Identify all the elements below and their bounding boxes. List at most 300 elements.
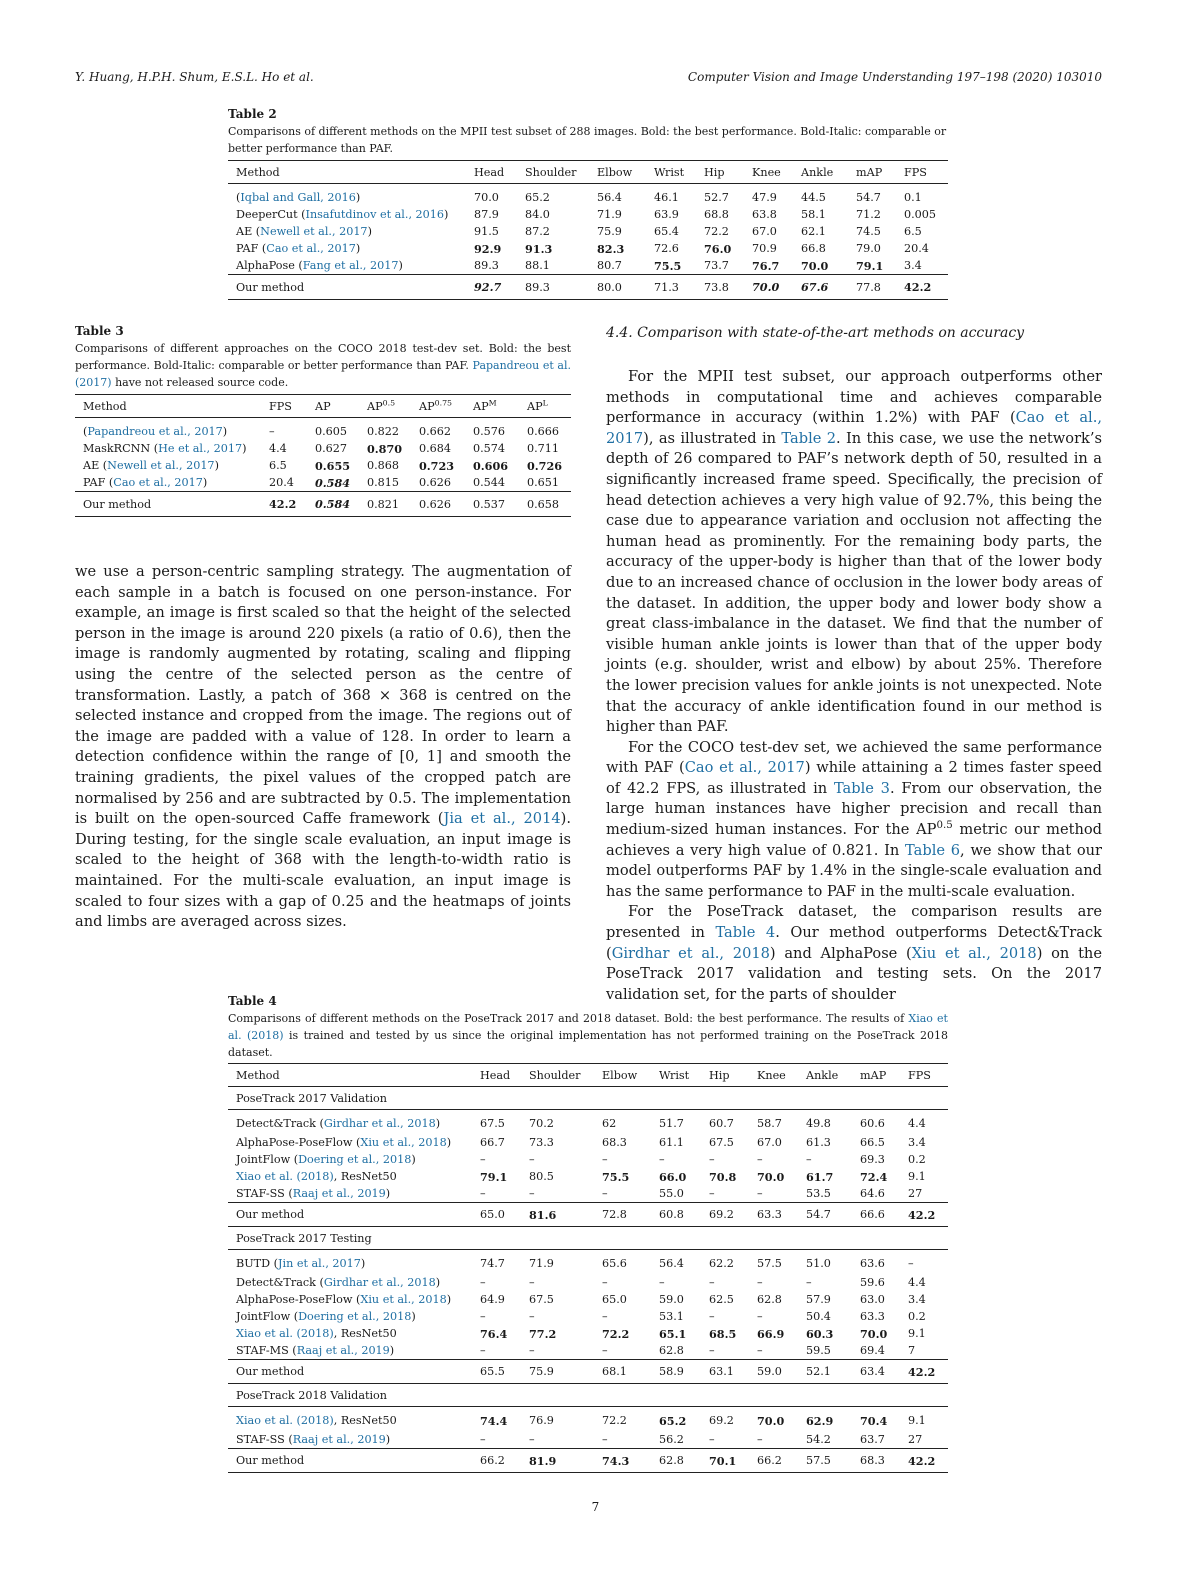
- table-cell: 0.576: [473, 425, 506, 438]
- table-row: [228, 1291, 948, 1308]
- table-row: [228, 1185, 948, 1203]
- right-column-text: [606, 367, 1102, 1005]
- citation-link[interactable]: Jia et al., 2014: [443, 810, 561, 828]
- column-header: Ankle: [793, 161, 848, 184]
- group-title: PoseTrack 2018 Validation: [228, 1384, 948, 1407]
- column-header: mAP: [852, 1064, 900, 1087]
- table-cell: 65.2: [525, 191, 550, 204]
- table-cell: 70.2: [521, 1110, 594, 1135]
- method-cell: BUTD (Jin et al., 2017): [228, 1250, 472, 1275]
- table-cell: 4.4: [908, 1276, 926, 1289]
- table-cell: 72.6: [654, 242, 679, 255]
- table-cell: 70.8: [709, 1169, 737, 1184]
- table-cell: –: [900, 1250, 948, 1275]
- table-cell: 0.544: [473, 476, 506, 489]
- table-cell: 0.574: [473, 442, 506, 455]
- citation-link[interactable]: Newell et al., 2017: [260, 225, 368, 238]
- table-cell: 81.9: [521, 1449, 594, 1473]
- table-3-title: Table 3: [75, 324, 124, 338]
- column-header: Shoulder: [517, 161, 589, 184]
- method-cell: STAF-SS (Raaj et al., 2019): [236, 1433, 391, 1446]
- method-cell: DeeperCut (Insafutdinov et al., 2016): [236, 208, 449, 221]
- table-cell: 68.3: [852, 1449, 900, 1473]
- method-cell: Our method: [228, 1360, 472, 1384]
- citation-link[interactable]: Cao et al., 2017: [113, 476, 203, 489]
- table-cell: 89.3: [474, 259, 499, 272]
- table-cell: 67.5: [472, 1110, 521, 1135]
- citation-link[interactable]: Xiao et al. (2018): [228, 1012, 948, 1042]
- table-cell: 58.7: [749, 1110, 798, 1135]
- citation-link[interactable]: Raaj et al., 2019: [292, 1433, 386, 1446]
- citation-link[interactable]: Xiao et al. (2018): [236, 1414, 334, 1427]
- table-cell: 0.684: [419, 442, 452, 455]
- table-cell: 58.1: [801, 208, 826, 221]
- citation-link[interactable]: Doering et al., 2018: [298, 1153, 412, 1166]
- table-cell: 69.2: [701, 1407, 749, 1432]
- table-cell: 20.4: [269, 476, 294, 489]
- table-cell: 42.2: [900, 1360, 948, 1384]
- table-cell: 54.2: [806, 1433, 831, 1446]
- table-cell: 74.5: [856, 225, 881, 238]
- table-cell: 60.3: [806, 1326, 834, 1341]
- method-cell: Xiao et al. (2018), ResNet50: [228, 1407, 472, 1432]
- column-header: Wrist: [646, 161, 696, 184]
- table-cell: 6.5: [904, 225, 922, 238]
- table-cell: 4.4: [900, 1110, 948, 1135]
- table-cell: 63.3: [860, 1310, 885, 1323]
- table-cell: 80.5: [529, 1170, 554, 1183]
- table-row: [228, 240, 948, 257]
- citation-link[interactable]: Cao et al., 2017: [684, 759, 805, 777]
- citation-link[interactable]: Fang et al., 2017: [302, 259, 399, 272]
- table-cell: 87.2: [525, 225, 550, 238]
- table-cell: 57.5: [749, 1250, 798, 1275]
- page-number: 7: [591, 1500, 600, 1514]
- method-cell: STAF-MS (Raaj et al., 2019): [236, 1344, 395, 1357]
- table-cell: 68.1: [594, 1360, 651, 1384]
- table-cell: 70.0: [474, 191, 499, 204]
- table-cell: 42.2: [900, 1203, 948, 1227]
- left-column-text: [75, 562, 571, 933]
- table-cell: 61.3: [806, 1136, 831, 1149]
- column-header: FPS: [261, 395, 307, 418]
- column-header: $AP^{0.5}$: [359, 395, 411, 418]
- method-cell: STAF-SS (Raaj et al., 2019): [236, 1187, 391, 1200]
- table-cell: 0.584: [315, 475, 351, 490]
- column-header: Head: [472, 1064, 521, 1087]
- table-cell: 70.1: [701, 1449, 749, 1473]
- table-cell: –: [529, 1433, 535, 1446]
- table-cell: –: [480, 1344, 486, 1357]
- paragraph: For the MPII test subset, our approach outperforms other methods in computational time and achieves comparable performance in accuracy (within 1.2%) with PAF (Cao et al., 2017), as illustrated in Table 2. In this case, we use the network’s depth of 26 compared to PAF’s network depth of 50, resulted in a significantly increased frame speed. Specifically, the precision of head detection achieves a very high value of 92.7%, this being the case due to appearance variation and occlusion not affecting the human head as prominently. For the remaining body parts, the accuracy of the upper-body is higher than that of the lower body due to an increased chance of occlusion in the lower body areas of the dataset. In addition, the upper body and lower body show a great class-imbalance in the dataset. We find that the number of visible human ankle joints is lower than that of the upper body joints (e.g. shoulder, wrist and elbow) by about 25%. Therefore the lower precision values for ankle joints is not unexpected. Note that the accuracy of ankle identification found in our method is higher than PAF.: [606, 368, 1103, 736]
- table-cell: 79.1: [480, 1169, 508, 1184]
- table-cell: 44.5: [801, 191, 826, 204]
- table-row: [228, 257, 948, 275]
- table-cell: 66.5: [860, 1136, 885, 1149]
- method-cell: AE (Newell et al., 2017): [83, 459, 219, 472]
- paragraph: For the PoseTrack dataset, the comparison results are presented in Table 4. Our method outperforms Detect&Track (Girdhar et al., 2018) and AlphaPose (Xiu et al., 2018) on the PoseTrack 2017 validation and testing sets. On the 2017 validation set, for the parts of shoulder: [606, 903, 1102, 1003]
- table-cell: 0.605: [315, 425, 348, 438]
- table-4-title: Table 4: [228, 994, 277, 1008]
- citation-link[interactable]: Cao et al., 2017: [606, 409, 1102, 447]
- table-cell: 80.0: [589, 275, 646, 300]
- column-header: Elbow: [589, 161, 646, 184]
- method-cell: MaskRCNN (He et al., 2017): [83, 442, 247, 455]
- group-header-row: [228, 1227, 948, 1250]
- table-3: [75, 324, 571, 517]
- table-row: [228, 1342, 948, 1360]
- table-row-ours: [228, 1203, 948, 1227]
- table-cell: 0.005: [904, 208, 937, 221]
- table-cell: 65.5: [472, 1360, 521, 1384]
- table-cell: 64.9: [480, 1293, 505, 1306]
- table-row-ours: [228, 275, 948, 300]
- table-ref-link[interactable]: Table 4: [715, 924, 776, 942]
- citation-link[interactable]: Girdhar et al., 2018: [323, 1117, 436, 1130]
- table-cell: 73.8: [696, 275, 744, 300]
- table-cell: 62.8: [659, 1344, 684, 1357]
- table-cell: 0.2: [908, 1153, 926, 1166]
- table-cell: 59.0: [659, 1293, 684, 1306]
- table-cell: 58.9: [651, 1360, 701, 1384]
- table-cell: –: [709, 1344, 715, 1357]
- citation-link[interactable]: He et al., 2017: [158, 442, 243, 455]
- table-cell: 3.4: [908, 1293, 926, 1306]
- table-cell: 88.1: [525, 259, 550, 272]
- table-row-ours: [228, 1360, 948, 1384]
- method-cell: AE (Newell et al., 2017): [236, 225, 372, 238]
- table-cell: 51.0: [798, 1250, 852, 1275]
- citation-link[interactable]: Girdhar et al., 2018: [323, 1276, 436, 1289]
- table-cell: 0.626: [419, 476, 452, 489]
- method-cell: JointFlow (Doering et al., 2018): [236, 1153, 416, 1166]
- table-cell: 72.8: [594, 1203, 651, 1227]
- table-cell: 67.5: [529, 1293, 554, 1306]
- table-cell: 76.9: [521, 1407, 594, 1432]
- table-cell: 62: [594, 1110, 651, 1135]
- table-cell: 51.7: [651, 1110, 701, 1135]
- table-cell: 53.1: [659, 1310, 684, 1323]
- paragraph: we use a person-centric sampling strategy. The augmentation of each sample in a batch is focused on one person-instance. For example, an image is first scaled so that the height of the selected person in the image is around 220 pixels (a ratio of 0.6), then the image is randomly augmented by rotating, scaling and flipping using the centre of the selected person as the centre of transformation. Lastly, a patch of 368 × 368 is centred on the selected instance and cropped from the image. The regions out of the image are padded with a value of 128. In order to learn a detection confidence within the range of [0, 1] and smooth the training gradients, the pixel values of the cropped patch are normalised by 256 and are subtracted by 0.5. The implementation is built on the open-sourced Caffe framework (Jia et al., 2014). During testing, for the single scale evaluation, an input image is scaled to the height of 368 with the length-to-width ratio is maintained. For the multi-scale evaluation, an input image is scaled to four sizes with a gap of 0.25 and the heatmaps of joints and limbs are averaged across sizes.: [75, 563, 571, 931]
- citation-link[interactable]: Doering et al., 2018: [298, 1310, 412, 1323]
- table-cell: 71.9: [521, 1250, 594, 1275]
- table-cell: 68.5: [709, 1326, 737, 1341]
- table-cell: –: [480, 1187, 486, 1200]
- table-row-ours: [75, 492, 571, 517]
- table-cell: 67.0: [757, 1136, 782, 1149]
- table-4-grid: [228, 1063, 948, 1473]
- citation-link[interactable]: Cao et al., 2017: [266, 242, 356, 255]
- column-header: $AP^M$: [465, 395, 519, 418]
- column-header: Knee: [744, 161, 793, 184]
- table-cell: 0.651: [527, 476, 560, 489]
- table-row: [228, 1134, 948, 1151]
- table-cell: 50.4: [806, 1310, 831, 1323]
- table-cell: 54.7: [856, 191, 881, 204]
- table-cell: 0.537: [465, 492, 519, 517]
- citation-link[interactable]: Raaj et al., 2019: [296, 1344, 390, 1357]
- table-cell: 71.3: [646, 275, 696, 300]
- table-cell: 63.6: [852, 1250, 900, 1275]
- table-cell: 69.4: [860, 1344, 885, 1357]
- table-cell: 80.7: [597, 259, 622, 272]
- table-cell: 46.1: [654, 191, 679, 204]
- table-cell: 7: [908, 1344, 916, 1357]
- table-cell: –: [757, 1310, 763, 1323]
- table-cell: 67.5: [709, 1136, 734, 1149]
- table-cell: 0.870: [367, 441, 403, 456]
- table-cell: 71.9: [597, 208, 622, 221]
- table-cell: 56.4: [651, 1250, 701, 1275]
- table-row: [228, 206, 948, 223]
- method-cell: AlphaPose-PoseFlow (Xiu et al., 2018): [236, 1293, 452, 1306]
- method-cell: PAF (Cao et al., 2017): [83, 476, 208, 489]
- table-cell: 0.723: [419, 458, 455, 473]
- table-cell: 52.7: [704, 191, 729, 204]
- column-header: Method: [228, 161, 466, 184]
- table-cell: 70.0: [744, 275, 793, 300]
- running-header-authors: Y. Huang, H.P.H. Shum, E.S.L. Ho et al.: [75, 70, 314, 84]
- table-cell: –: [709, 1276, 715, 1289]
- table-cell: 9.1: [900, 1407, 948, 1432]
- table-cell: 70.0: [860, 1326, 888, 1341]
- table-cell: 42.2: [900, 1449, 948, 1473]
- table-cell: 72.2: [602, 1326, 630, 1341]
- table-row: [228, 1325, 948, 1342]
- table-cell: 42.2: [896, 275, 948, 300]
- table-cell: –: [709, 1187, 715, 1200]
- table-cell: 63.7: [860, 1433, 885, 1446]
- table-row: [75, 418, 571, 441]
- paragraph: For the COCO test-dev set, we achieved the same performance with PAF (Cao et al., 2017) while attaining a 2 times faster speed of 42.2 FPS, as illustrated in Table 3. From our observation, the large human instances have higher precision and recall than medium-sized human instances. For the $AP^{0.5}$ metric our method achieves a very high value of 0.821. In Table 6, we show that our model outperforms PAF by 1.4% in the single-scale evaluation and has the same performance to PAF in the multi-scale evaluation.: [606, 738, 1103, 900]
- table-cell: 66.9: [757, 1326, 785, 1341]
- table-cell: 70.4: [852, 1407, 900, 1432]
- table-cell: 9.1: [908, 1327, 926, 1340]
- table-cell: 0.626: [411, 492, 465, 517]
- table-cell: 49.8: [798, 1110, 852, 1135]
- column-header: FPS: [900, 1064, 948, 1087]
- table-cell: 91.3: [525, 241, 553, 256]
- table-cell: 66.7: [480, 1136, 505, 1149]
- table-row: [75, 474, 571, 492]
- column-header: AP: [307, 395, 359, 418]
- table-cell: –: [529, 1310, 535, 1323]
- table-cell: 62.8: [757, 1293, 782, 1306]
- citation-link[interactable]: Iqbal and Gall, 2016: [240, 191, 356, 204]
- column-header: Ankle: [798, 1064, 852, 1087]
- table-cell: 0.2: [908, 1310, 926, 1323]
- section-heading: 4.4. Comparison with state-of-the-art methods on accuracy: [606, 325, 1025, 341]
- table-cell: 65.2: [651, 1407, 701, 1432]
- table-cell: 20.4: [904, 242, 929, 255]
- table-cell: –: [529, 1344, 535, 1357]
- table-cell: –: [757, 1153, 763, 1166]
- table-row: [228, 1431, 948, 1449]
- table-cell: 65.6: [594, 1250, 651, 1275]
- table-cell: 75.5: [602, 1169, 630, 1184]
- table-cell: 69.3: [860, 1153, 885, 1166]
- table-cell: –: [480, 1153, 486, 1166]
- table-cell: –: [709, 1153, 715, 1166]
- table-2-caption: Comparisons of different methods on the MPII test subset of 288 images. Bold: the best performance. Bold-Italic: comparable or better performance than PAF.: [228, 125, 947, 155]
- table-cell: 79.1: [856, 258, 884, 273]
- method-cell: (Papandreou et al., 2017): [83, 425, 228, 438]
- table-cell: 71.2: [856, 208, 881, 221]
- table-cell: 0.658: [519, 492, 571, 517]
- table-cell: 6.5: [269, 459, 287, 472]
- method-cell: Detect&Track (Girdhar et al., 2018): [236, 1276, 441, 1289]
- citation-link[interactable]: Newell et al., 2017: [107, 459, 215, 472]
- table-cell: 0.1: [904, 191, 922, 204]
- table-cell: –: [757, 1433, 763, 1446]
- table-row: [75, 440, 571, 457]
- table-row: [228, 1308, 948, 1325]
- table-cell: 72.2: [704, 225, 729, 238]
- table-cell: 57.9: [806, 1293, 831, 1306]
- table-cell: 74.3: [594, 1449, 651, 1473]
- table-cell: 0.868: [367, 459, 400, 472]
- table-cell: 92.7: [466, 275, 517, 300]
- table-cell: –: [709, 1310, 715, 1323]
- group-header-row: [228, 1384, 948, 1407]
- table-cell: –: [757, 1344, 763, 1357]
- table-cell: 57.5: [798, 1449, 852, 1473]
- table-cell: 63.4: [852, 1360, 900, 1384]
- table-cell: 59.0: [749, 1360, 798, 1384]
- column-header: Elbow: [594, 1064, 651, 1087]
- table-cell: 59.6: [860, 1276, 885, 1289]
- table-cell: 70.0: [757, 1169, 785, 1184]
- table-cell: 62.2: [701, 1250, 749, 1275]
- table-cell: 52.1: [798, 1360, 852, 1384]
- table-cell: 63.3: [749, 1203, 798, 1227]
- table-cell: –: [269, 425, 275, 438]
- method-cell: Our method: [75, 492, 261, 517]
- table-cell: 60.8: [651, 1203, 701, 1227]
- table-cell: 63.9: [654, 208, 679, 221]
- table-cell: 0.584: [307, 492, 359, 517]
- table-cell: 77.8: [848, 275, 896, 300]
- table-cell: 72.4: [860, 1169, 888, 1184]
- method-cell: AlphaPose (Fang et al., 2017): [236, 259, 403, 272]
- table-3-caption: Comparisons of different approaches on the COCO 2018 test-dev set. Bold: the best performance. Bold-Italic: comparable or better performance than PAF. Papandreou et al. (2017) have not released source code.: [75, 342, 571, 389]
- citation-link[interactable]: Xiu et al., 2018: [911, 944, 1037, 962]
- table-ref-link[interactable]: Table 6: [905, 841, 961, 859]
- table-cell: 66.2: [472, 1449, 521, 1473]
- table-ref-link[interactable]: Table 3: [833, 779, 890, 797]
- table-2-grid: [228, 160, 948, 300]
- table-cell: –: [806, 1153, 812, 1166]
- table-2-title: Table 2: [228, 107, 277, 121]
- table-cell: 9.1: [908, 1170, 926, 1183]
- table-cell: 53.5: [806, 1187, 831, 1200]
- table-cell: –: [529, 1153, 535, 1166]
- table-row: [228, 1110, 948, 1135]
- table-cell: 0.627: [315, 442, 348, 455]
- table-cell: 76.0: [704, 241, 732, 256]
- table-row: [228, 1168, 948, 1185]
- table-cell: –: [602, 1344, 608, 1357]
- table-cell: 63.0: [860, 1293, 885, 1306]
- citation-link[interactable]: Xiao et al. (2018): [236, 1170, 334, 1183]
- column-header: $AP^{0.75}$: [411, 395, 465, 418]
- table-cell: 77.2: [529, 1326, 557, 1341]
- table-cell: –: [602, 1433, 608, 1446]
- method-cell: Xiao et al. (2018), ResNet50: [236, 1170, 397, 1183]
- table-cell: 92.9: [474, 241, 502, 256]
- column-header: Shoulder: [521, 1064, 594, 1087]
- table-cell: 0.822: [367, 425, 400, 438]
- group-title: PoseTrack 2017 Validation: [236, 1091, 388, 1105]
- table-4-caption: Comparisons of different methods on the PoseTrack 2017 and 2018 dataset. Bold: the best performance. The results of Xiao et al. (2018) is trained and tested by us since the original implementation has not performed training on the PoseTrack 2018 dataset.: [228, 1012, 948, 1059]
- table-row: [228, 1151, 948, 1168]
- citation-link[interactable]: Xiu et al., 2018: [360, 1293, 447, 1306]
- table-ref-link[interactable]: Table 2: [781, 429, 837, 447]
- table-cell: –: [529, 1187, 535, 1200]
- table-cell: –: [602, 1310, 608, 1323]
- table-cell: 27: [908, 1187, 923, 1200]
- table-cell: 66.8: [801, 242, 826, 255]
- table-cell: –: [659, 1276, 665, 1289]
- table-4: [228, 994, 948, 1473]
- table-row: [228, 1250, 948, 1275]
- table-cell: 63.8: [752, 208, 777, 221]
- table-cell: 70.0: [801, 258, 829, 273]
- table-cell: –: [602, 1187, 608, 1200]
- table-cell: 82.3: [597, 241, 625, 256]
- column-header: FPS: [896, 161, 948, 184]
- group-header-row: [228, 1087, 948, 1110]
- table-cell: 55.0: [659, 1187, 684, 1200]
- citation-link[interactable]: Girdhar et al., 2018: [611, 944, 770, 962]
- column-header: Method: [228, 1064, 472, 1087]
- method-cell: PAF (Cao et al., 2017): [236, 242, 361, 255]
- table-row: [75, 457, 571, 474]
- table-cell: 67.6: [793, 275, 848, 300]
- table-cell: 76.4: [480, 1326, 508, 1341]
- citation-link[interactable]: Papandreou et al. (2017): [75, 359, 571, 389]
- table-cell: 75.9: [521, 1360, 594, 1384]
- citation-link[interactable]: Jin et al., 2017: [278, 1257, 361, 1270]
- table-cell: 0.815: [367, 476, 400, 489]
- running-header-journal: Computer Vision and Image Understanding 197–198 (2020) 103010: [687, 70, 1102, 84]
- table-cell: 72.2: [594, 1407, 651, 1432]
- citation-link[interactable]: Xiao et al. (2018): [236, 1327, 334, 1340]
- method-cell: Our method: [228, 1203, 472, 1227]
- column-header: mAP: [848, 161, 896, 184]
- table-cell: 65.0: [602, 1293, 627, 1306]
- citation-link[interactable]: Papandreou et al., 2017: [87, 425, 223, 438]
- citation-link[interactable]: Xiu et al., 2018: [360, 1136, 447, 1149]
- table-cell: 68.8: [704, 208, 729, 221]
- citation-link[interactable]: Raaj et al., 2019: [292, 1187, 386, 1200]
- table-3-grid: [75, 394, 571, 517]
- table-cell: 56.4: [597, 191, 622, 204]
- table-cell: 56.2: [659, 1433, 684, 1446]
- column-header: Hip: [696, 161, 744, 184]
- table-row: [228, 184, 948, 207]
- citation-link[interactable]: Insafutdinov et al., 2016: [305, 208, 445, 221]
- table-cell: 79.0: [856, 242, 881, 255]
- table-cell: 81.6: [521, 1203, 594, 1227]
- table-cell: 63.1: [701, 1360, 749, 1384]
- table-cell: 73.7: [704, 259, 729, 272]
- table-cell: 0.655: [315, 458, 351, 473]
- table-row-ours: [228, 1449, 948, 1473]
- table-cell: 60.6: [852, 1110, 900, 1135]
- method-cell: Our method: [228, 275, 466, 300]
- table-cell: 62.1: [801, 225, 826, 238]
